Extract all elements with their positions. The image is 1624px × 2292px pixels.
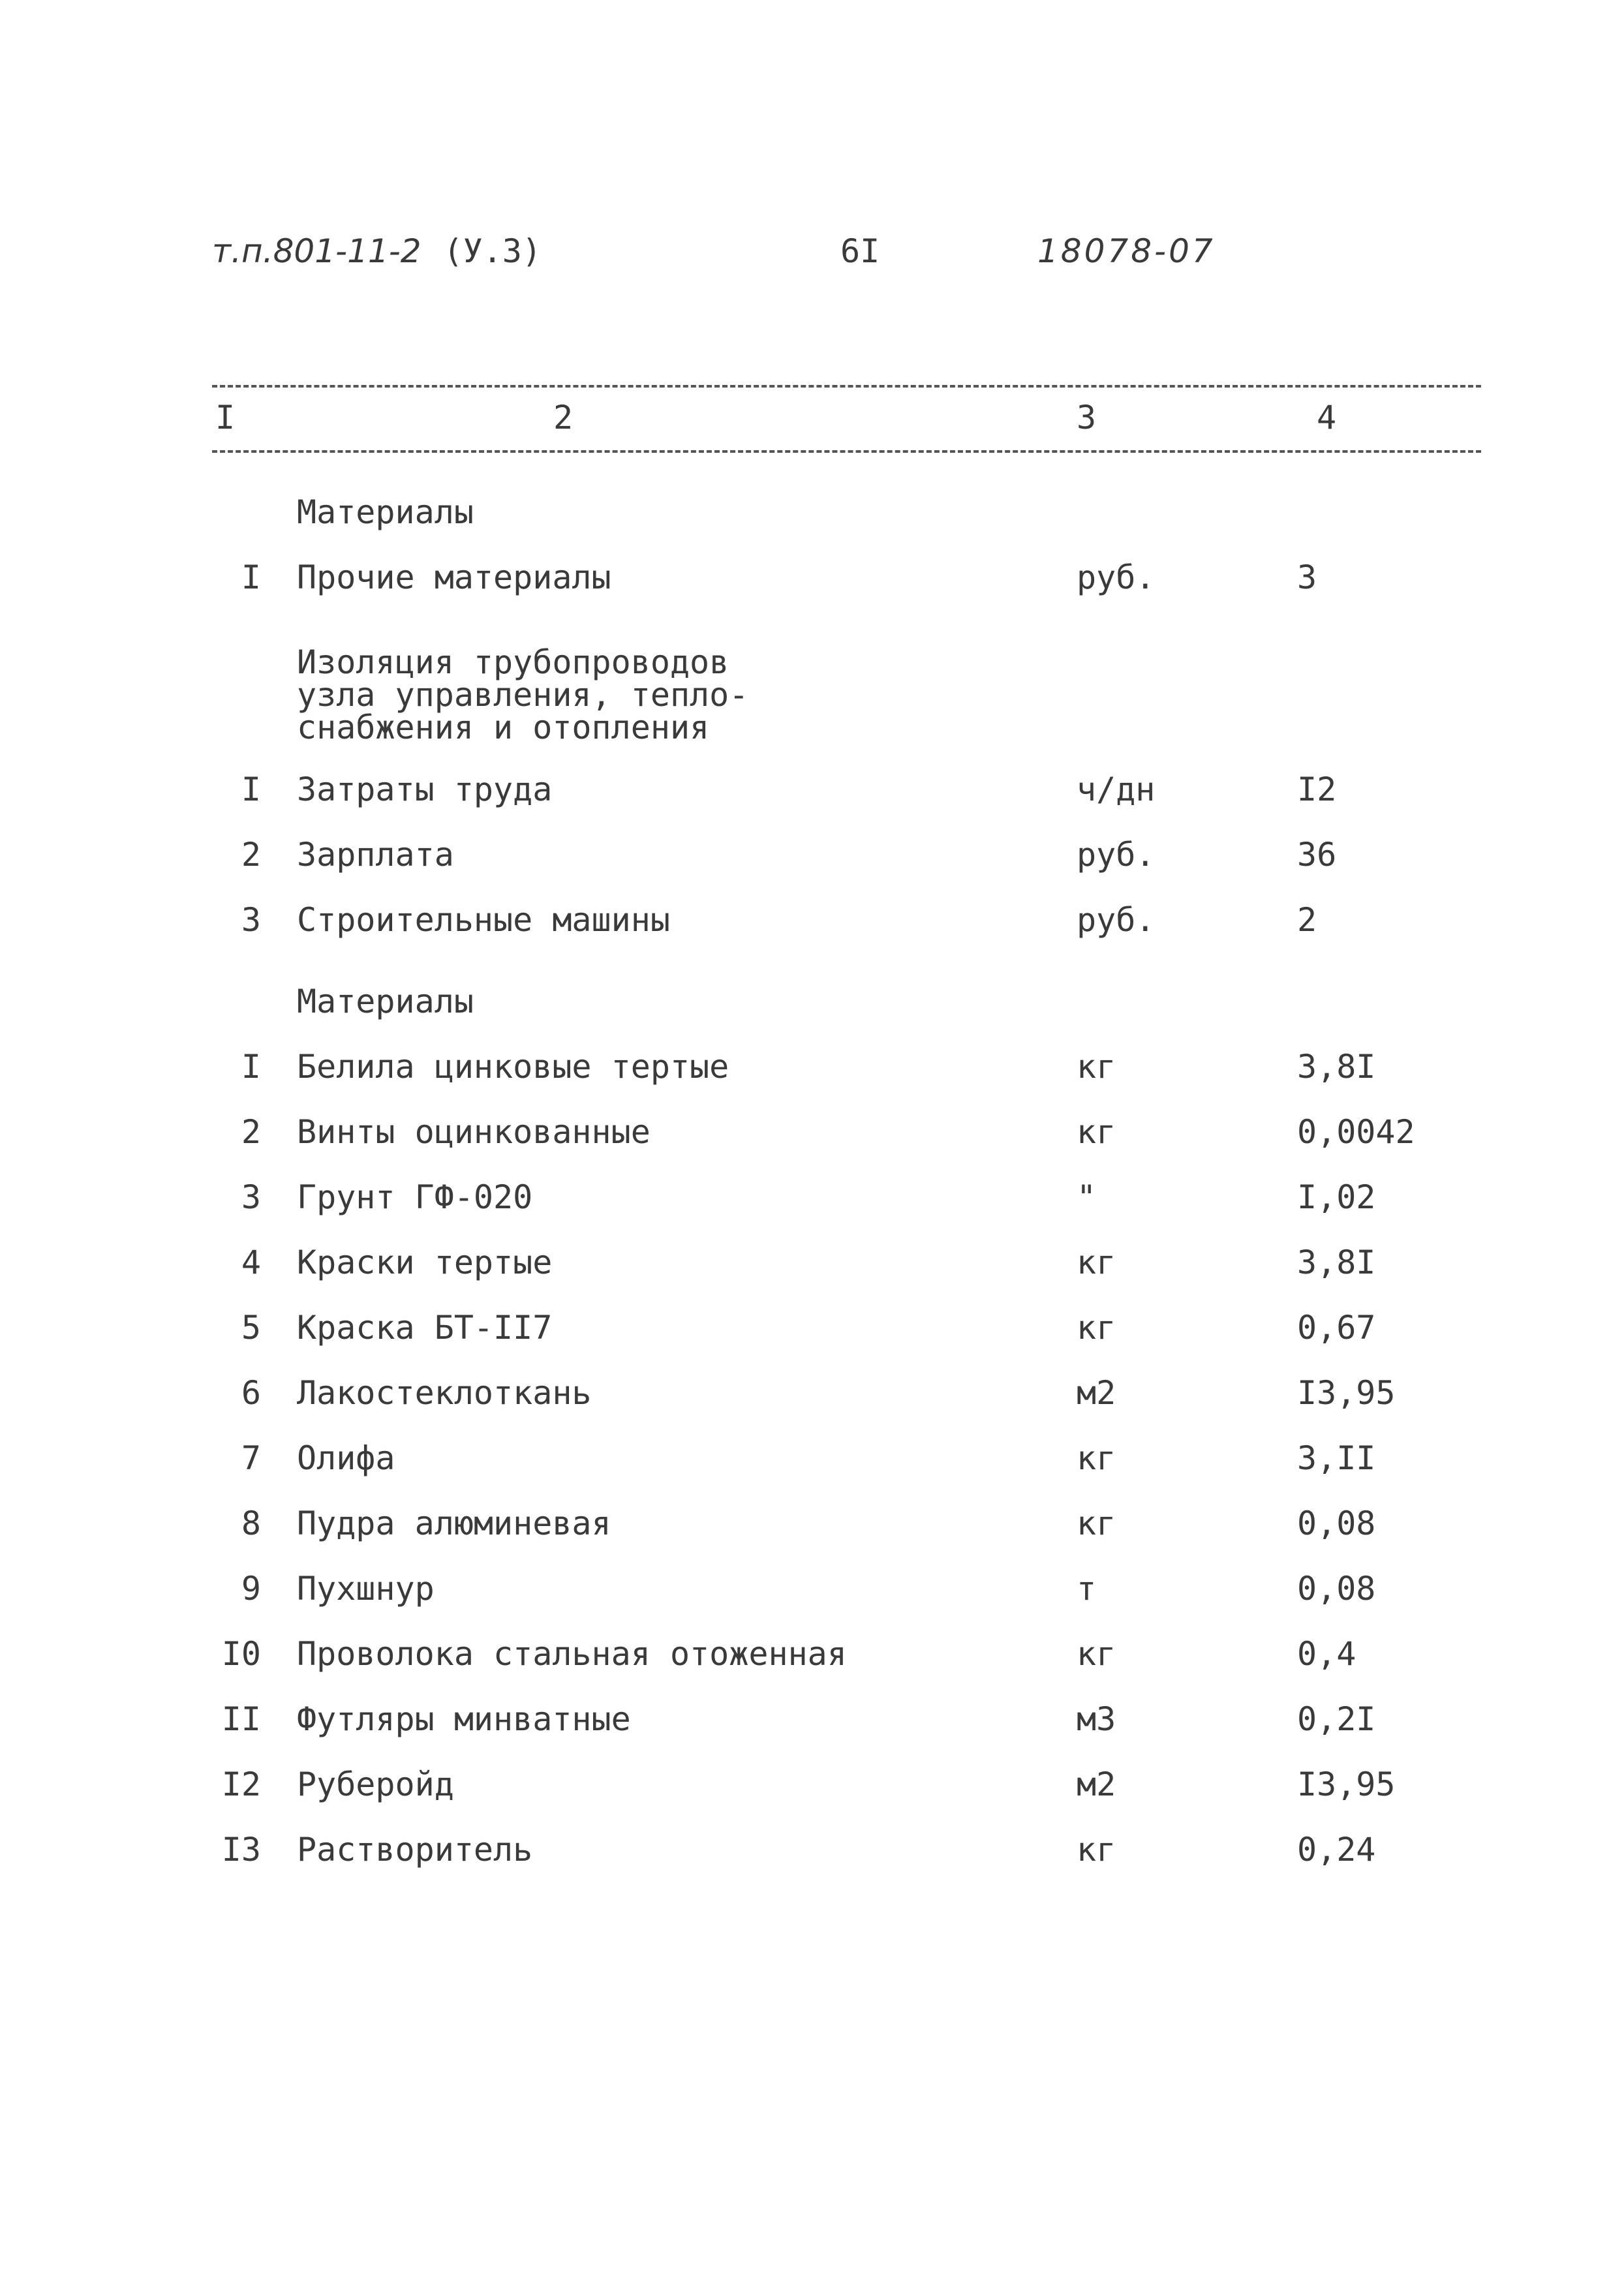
row-value: 0,0042 xyxy=(1297,1113,1415,1151)
row-number: I3 xyxy=(221,1831,261,1869)
row-value: 0,08 xyxy=(1297,1505,1376,1542)
row-name: Краска БТ-II7 xyxy=(297,1309,553,1347)
section-title: Материалы xyxy=(297,983,474,1020)
row-name: Белила цинковые тертые xyxy=(297,1048,729,1086)
column-header-1: I xyxy=(215,399,236,436)
row-number: I2 xyxy=(221,1765,261,1803)
row-value: 2 xyxy=(1297,901,1317,939)
row-number: 8 xyxy=(241,1505,261,1542)
row-number: 4 xyxy=(241,1244,261,1281)
table-row xyxy=(0,1174,1624,1220)
table-row xyxy=(0,1762,1624,1807)
row-name: Винты оцинкованные xyxy=(297,1113,651,1151)
table-row xyxy=(0,1501,1624,1546)
row-number: I xyxy=(241,1048,261,1086)
row-number: I0 xyxy=(221,1635,261,1673)
row-unit: руб. xyxy=(1077,901,1156,939)
row-name: Лакостеклоткань xyxy=(297,1374,592,1412)
row-unit: м2 xyxy=(1077,1374,1116,1412)
table-row xyxy=(0,1827,1624,1872)
row-number: 3 xyxy=(241,901,261,939)
row-unit: руб. xyxy=(1077,836,1156,874)
table-row xyxy=(0,1566,1624,1612)
table-row xyxy=(0,897,1624,943)
row-unit: м3 xyxy=(1077,1700,1116,1738)
row-number: 5 xyxy=(241,1309,261,1347)
project-variant: (У.3) xyxy=(443,232,542,270)
table-header-rule xyxy=(212,450,1481,453)
row-value: I3,95 xyxy=(1297,1765,1396,1803)
row-number: 3 xyxy=(241,1178,261,1216)
table-row xyxy=(0,1631,1624,1677)
row-name: Футляры минватные xyxy=(297,1700,631,1738)
table-row xyxy=(0,832,1624,878)
row-unit: руб. xyxy=(1077,558,1156,596)
row-value: 0,08 xyxy=(1297,1570,1376,1608)
table-row xyxy=(0,1240,1624,1285)
row-name: Пудра алюминевая xyxy=(297,1505,611,1542)
row-number: 2 xyxy=(241,1113,261,1151)
table-row xyxy=(0,1696,1624,1742)
row-number: I xyxy=(241,558,261,596)
row-name: Прочие материалы xyxy=(297,558,611,596)
row-value: I2 xyxy=(1297,771,1337,808)
row-unit: кг xyxy=(1077,1309,1116,1347)
row-name: Пухшнур xyxy=(297,1570,435,1608)
row-name: Олифа xyxy=(297,1439,395,1477)
row-number: 9 xyxy=(241,1570,261,1608)
row-number: II xyxy=(221,1700,261,1738)
table-row xyxy=(0,1370,1624,1416)
page-number: 6I xyxy=(840,232,880,270)
project-code-text: т.п.801-11-2 xyxy=(212,232,421,270)
row-unit: кг xyxy=(1077,1635,1116,1673)
row-value: 36 xyxy=(1297,836,1337,874)
column-header-4: 4 xyxy=(1317,399,1337,436)
row-unit: кг xyxy=(1077,1048,1116,1086)
table-row xyxy=(0,1109,1624,1155)
row-number: I xyxy=(241,771,261,808)
row-unit: м2 xyxy=(1077,1765,1116,1803)
column-header-3: 3 xyxy=(1077,399,1097,436)
row-name: Проволока стальная отоженная xyxy=(297,1635,847,1673)
table-top-rule xyxy=(212,385,1481,388)
table-row xyxy=(0,767,1624,812)
row-value: 3 xyxy=(1297,558,1317,596)
table-row xyxy=(0,1044,1624,1090)
section-title: Материалы xyxy=(297,493,474,531)
row-unit: кг xyxy=(1077,1505,1116,1542)
row-name: Руберойд xyxy=(297,1765,454,1803)
project-code xyxy=(212,232,542,271)
row-unit: " xyxy=(1077,1178,1097,1216)
row-value: 3,8I xyxy=(1297,1244,1376,1281)
row-unit: т xyxy=(1077,1570,1097,1608)
row-unit: кг xyxy=(1077,1244,1116,1281)
row-name: Зарплата xyxy=(297,836,454,874)
document-number: 18078-07 xyxy=(1037,232,1216,270)
row-unit: кг xyxy=(1077,1113,1116,1151)
table-row xyxy=(0,555,1624,600)
row-value: 0,67 xyxy=(1297,1309,1376,1347)
row-name: Затраты труда xyxy=(297,771,553,808)
row-value: 0,4 xyxy=(1297,1635,1356,1673)
row-unit: кг xyxy=(1077,1831,1116,1869)
row-name: Строительные машины xyxy=(297,901,670,939)
row-value: I3,95 xyxy=(1297,1374,1396,1412)
table-row xyxy=(0,1305,1624,1351)
section-title: Изоляция трубопроводов узла управления, тепло- снабжения и отопления xyxy=(297,643,749,746)
row-value: 3,II xyxy=(1297,1439,1376,1477)
row-value: 0,24 xyxy=(1297,1831,1376,1869)
row-value: 0,2I xyxy=(1297,1700,1376,1738)
row-unit: кг xyxy=(1077,1439,1116,1477)
row-number: 7 xyxy=(241,1439,261,1477)
row-name: Грунт ГФ-020 xyxy=(297,1178,533,1216)
row-value: 3,8I xyxy=(1297,1048,1376,1086)
row-name: Растворитель xyxy=(297,1831,533,1869)
table-row xyxy=(0,1435,1624,1481)
row-number: 2 xyxy=(241,836,261,874)
row-unit: ч/дн xyxy=(1077,771,1156,808)
row-name: Краски тертые xyxy=(297,1244,553,1281)
row-number: 6 xyxy=(241,1374,261,1412)
column-header-2: 2 xyxy=(553,399,574,436)
row-value: I,02 xyxy=(1297,1178,1376,1216)
